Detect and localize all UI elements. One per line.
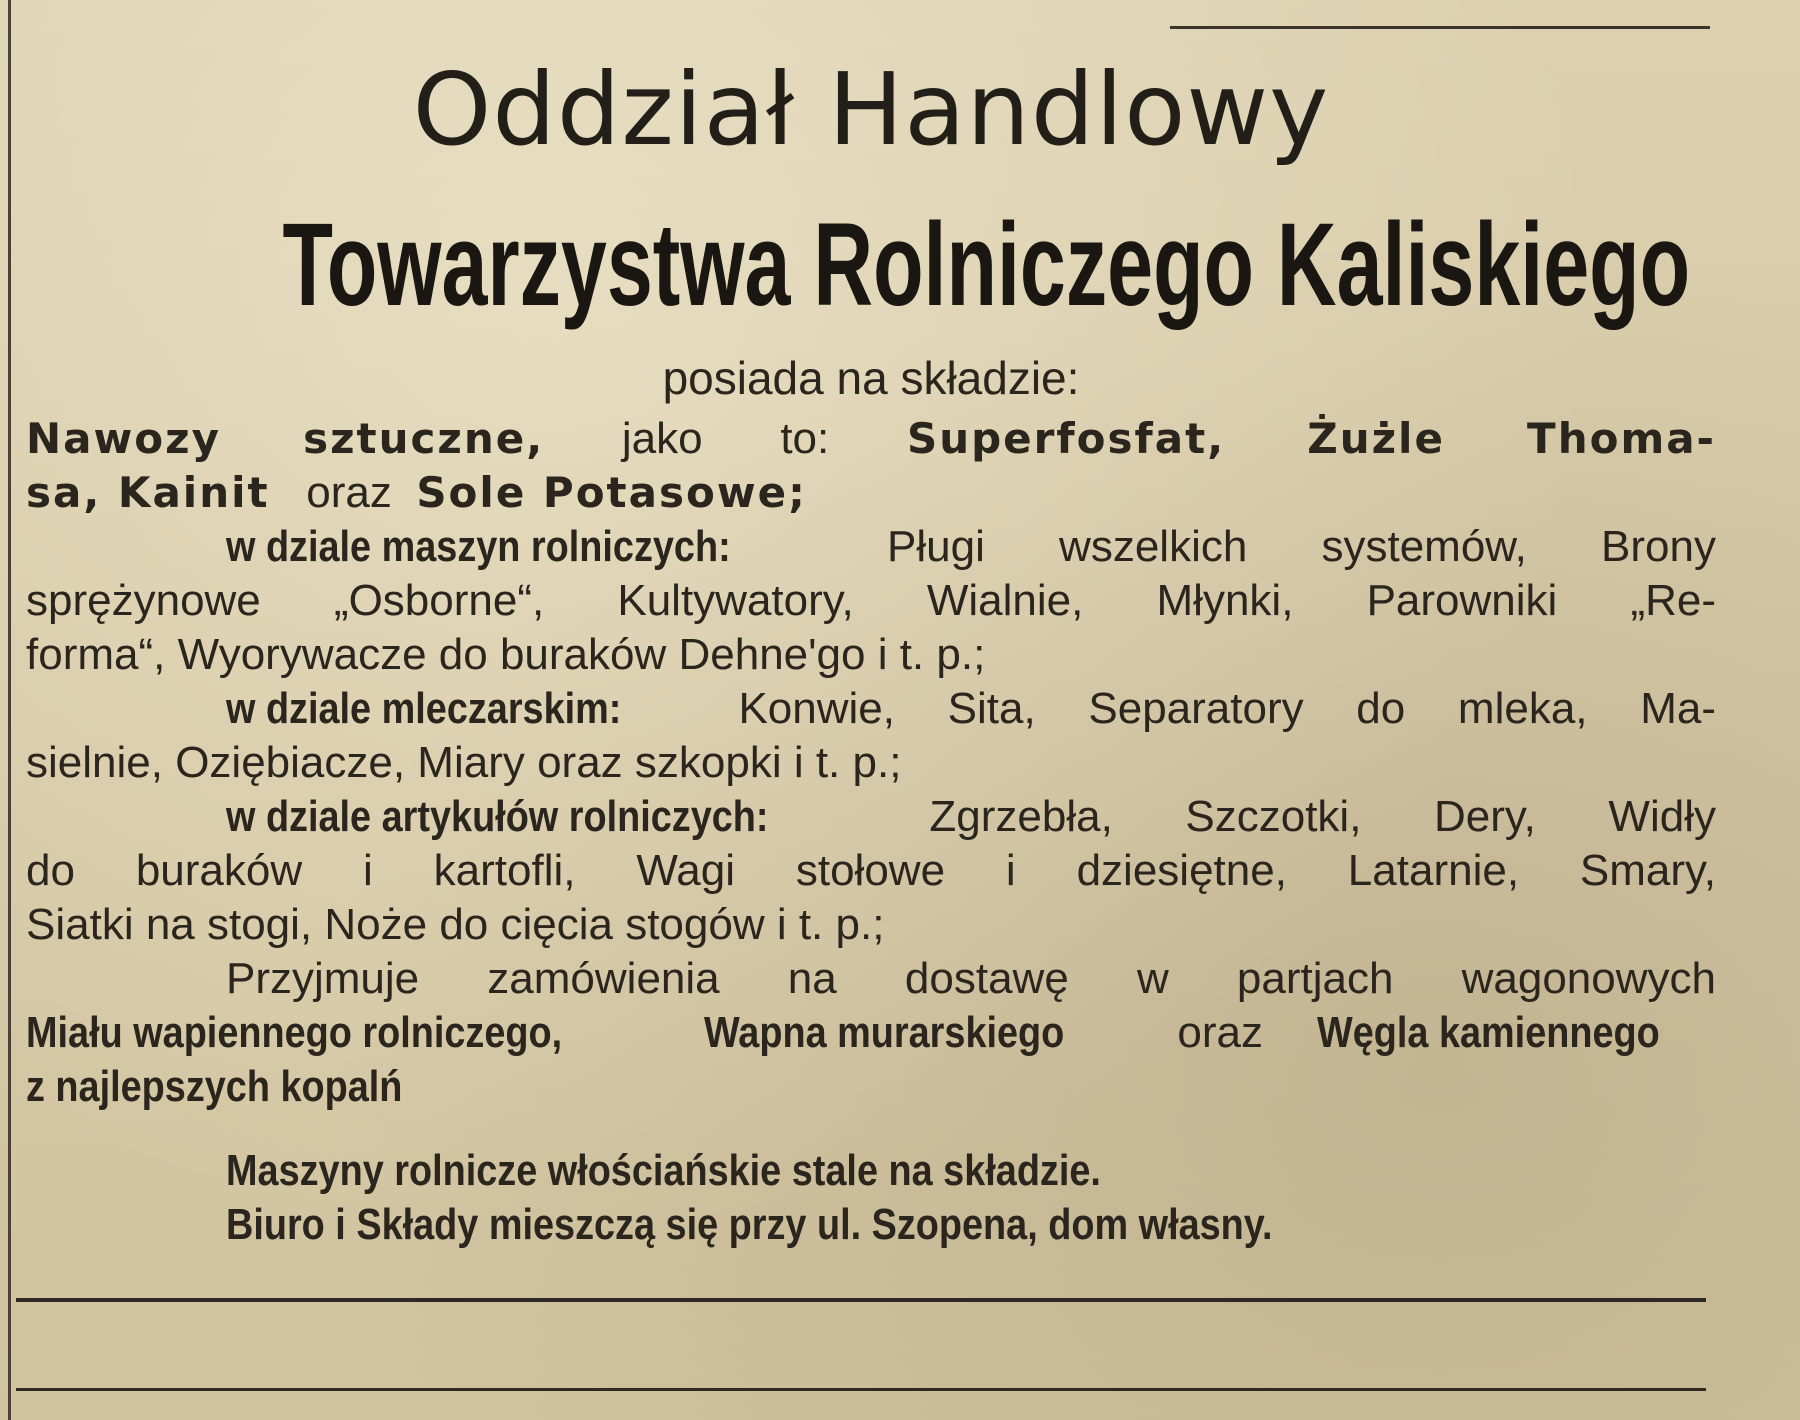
fertilizer-item: sa, Kainit — [26, 468, 270, 517]
fertilizers-line-2 — [26, 466, 1716, 520]
spacer — [26, 1114, 1716, 1144]
fertilizer-item: Superfosfat, Żużle Thoma- — [906, 414, 1716, 463]
column-rule-left — [8, 0, 11, 1420]
footer-address: Biuro i Składy mieszczą się przy ul. Szopena, dom własny. — [226, 1200, 1273, 1249]
fertilizers-line-1 — [26, 412, 1716, 466]
dairy-heading: w dziale mleczarskim: — [226, 684, 622, 733]
dairy-line-1 — [26, 682, 1716, 736]
machines-line-3: forma“, Wyorywacze do buraków Dehne'go i t. p.; — [26, 630, 986, 679]
subheading: posiada na składzie: — [662, 352, 1080, 404]
ad-bottom-rule — [16, 1298, 1706, 1302]
column-rule-top — [1170, 26, 1710, 29]
machines-line-2: sprężynowe „Osborne“, Kultywatory, Wialnie, Młynki, Parowniki „Re- — [26, 576, 1716, 625]
articles-line-3: Siatki na stogi, Noże do cięcia stogów i t. p.; — [26, 900, 885, 949]
dairy-line-2: sielnie, Oziębiacze, Miary oraz szkopki i t. p.; — [26, 738, 902, 787]
articles-heading: w dziale artykułów rolniczych: — [226, 792, 769, 841]
machines-text: Pługi wszelkich systemów, Brony — [887, 522, 1716, 571]
orders-line-1: Przyjmuje zamówienia na dostawę w partjach wagonowych — [226, 954, 1716, 1003]
headline-secondary: Towarzystwa Rolniczego Kaliskiego — [282, 199, 1691, 331]
orders-joiner: oraz — [1177, 1008, 1263, 1057]
dairy-text: Konwie, Sita, Separatory do mleka, Ma- — [738, 684, 1716, 733]
next-section-rule — [16, 1388, 1706, 1391]
fertilizers-lead: Nawozy sztuczne, — [26, 414, 545, 463]
orders-line-3 — [26, 1060, 1716, 1114]
advertisement — [26, 40, 1716, 1360]
order-item: Wapna murarskiego — [703, 1008, 1065, 1057]
order-item: Węgla kamiennego — [1317, 1008, 1661, 1057]
headline-primary: Oddział Handlowy — [412, 51, 1330, 168]
machines-heading: w dziale maszyn rolniczych: — [226, 522, 731, 571]
footer-stock-note: Maszyny rolnicze włościańskie stale na składzie. — [226, 1146, 1101, 1195]
footer-line-2 — [26, 1198, 1716, 1252]
ad-body — [26, 412, 1716, 1252]
fertilizer-item: Sole Potasowe; — [416, 468, 807, 517]
articles-text: Zgrzebła, Szczotki, Dery, Widły — [929, 792, 1716, 841]
articles-line-2: do buraków i kartofli, Wagi stołowe i dziesiętne, Latarnie, Smary, — [26, 846, 1716, 895]
orders-source: z najlepszych kopalń — [26, 1062, 403, 1111]
fertilizers-joiner: oraz — [306, 468, 392, 517]
articles-line-1 — [26, 790, 1716, 844]
footer-line-1 — [26, 1144, 1716, 1198]
order-item: Miału wapiennego rolniczego, — [26, 1008, 563, 1057]
fertilizers-joiner: jako to: — [621, 414, 830, 463]
orders-line-2 — [26, 1006, 1716, 1060]
machines-line-1 — [26, 520, 1716, 574]
